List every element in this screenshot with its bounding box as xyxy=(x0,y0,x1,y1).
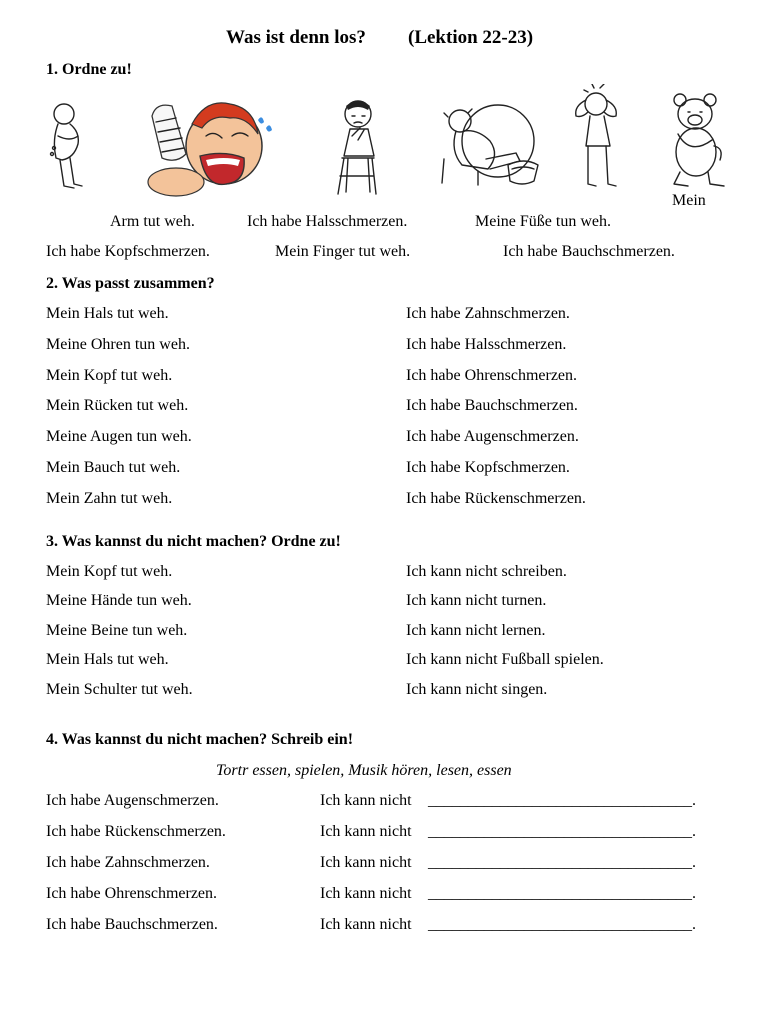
match-left-item: Mein Schulter tut weh. xyxy=(46,681,193,698)
phrase-option: Meine Füße tun weh. xyxy=(475,213,611,230)
match-left-item: Meine Ohren tun weh. xyxy=(46,336,190,353)
sore-throat-picture xyxy=(322,96,397,198)
match-left-item: Mein Kopf tut weh. xyxy=(46,367,173,384)
fill-row-prompt: Ich habe Ohrenschmerzen. xyxy=(46,885,218,902)
match-right-item: Ich habe Kopfschmerzen. xyxy=(406,459,570,476)
page-title: Was ist denn los? xyxy=(226,27,366,48)
match-left-item: Mein Hals tut weh. xyxy=(46,651,169,668)
phrase-option: Arm tut weh. xyxy=(110,213,195,230)
answer-blank[interactable]: _________________________________. xyxy=(428,885,696,902)
answer-blank[interactable]: _________________________________. xyxy=(428,854,696,871)
section3-heading: 3. Was kannst du nicht machen? Ordne zu! xyxy=(46,533,341,550)
match-right-item: Ich habe Zahnschmerzen. xyxy=(406,305,570,322)
answer-prefix: Ich kann nicht xyxy=(320,792,412,809)
match-left-item: Meine Beine tun weh. xyxy=(46,622,188,639)
match-left-item: Meine Hände tun weh. xyxy=(46,592,192,609)
fill-row-prompt: Ich habe Zahnschmerzen. xyxy=(46,854,210,871)
phrase-option: Ich habe Kopfschmerzen. xyxy=(46,243,210,260)
answer-blank[interactable]: _________________________________. xyxy=(428,916,696,933)
stomach-ache-picture xyxy=(44,100,104,195)
match-left-item: Meine Augen tun weh. xyxy=(46,428,192,445)
match-right-item: Ich kann nicht schreiben. xyxy=(406,563,567,580)
finger-pain-bear-picture xyxy=(666,90,736,190)
match-right-item: Ich kann nicht turnen. xyxy=(406,592,547,609)
phrase-option: Ich habe Bauchschmerzen. xyxy=(503,243,675,260)
answer-prefix: Ich kann nicht xyxy=(320,823,412,840)
feet-pain-picture xyxy=(438,99,548,189)
match-right-item: Ich kann nicht singen. xyxy=(406,681,548,698)
match-right-item: Ich habe Ohrenschmerzen. xyxy=(406,367,578,384)
match-right-item: Ich kann nicht lernen. xyxy=(406,622,546,639)
section1-heading: 1. Ordne zu! xyxy=(46,61,132,78)
fill-row-prompt: Ich habe Rückenschmerzen. xyxy=(46,823,226,840)
match-left-item: Mein Rücken tut weh. xyxy=(46,397,189,414)
phrase-option: Ich habe Halsschmerzen. xyxy=(247,213,408,230)
section4-heading: 4. Was kannst du nicht machen? Schreib ein! xyxy=(46,731,354,748)
picture-caption: Mein xyxy=(672,192,706,209)
answer-blank[interactable]: _________________________________. xyxy=(428,792,696,809)
match-left-item: Mein Kopf tut weh. xyxy=(46,563,173,580)
answer-prefix: Ich kann nicht xyxy=(320,885,412,902)
match-right-item: Ich habe Halsschmerzen. xyxy=(406,336,567,353)
phrase-option: Mein Finger tut weh. xyxy=(275,243,411,260)
page-title-lesson: (Lektion 22-23) xyxy=(408,27,534,48)
match-right-item: Ich habe Augenschmerzen. xyxy=(406,428,579,445)
match-left-item: Mein Bauch tut weh. xyxy=(46,459,181,476)
match-left-item: Mein Hals tut weh. xyxy=(46,305,169,322)
answer-prefix: Ich kann nicht xyxy=(320,916,412,933)
word-bank: Tortr essen, spielen, Musik hören, lesen, essen xyxy=(216,762,512,779)
headache-picture xyxy=(566,84,632,192)
match-right-item: Ich habe Bauchschmerzen. xyxy=(406,397,578,414)
answer-prefix: Ich kann nicht xyxy=(320,854,412,871)
answer-blank[interactable]: _________________________________. xyxy=(428,823,696,840)
match-right-item: Ich kann nicht Fußball spielen. xyxy=(406,651,604,668)
match-right-item: Ich habe Rückenschmerzen. xyxy=(406,490,586,507)
match-left-item: Mein Zahn tut weh. xyxy=(46,490,173,507)
arm-pain-picture xyxy=(146,94,276,199)
section2-heading: 2. Was passt zusammen? xyxy=(46,275,215,292)
fill-row-prompt: Ich habe Bauchschmerzen. xyxy=(46,916,218,933)
fill-row-prompt: Ich habe Augenschmerzen. xyxy=(46,792,219,809)
